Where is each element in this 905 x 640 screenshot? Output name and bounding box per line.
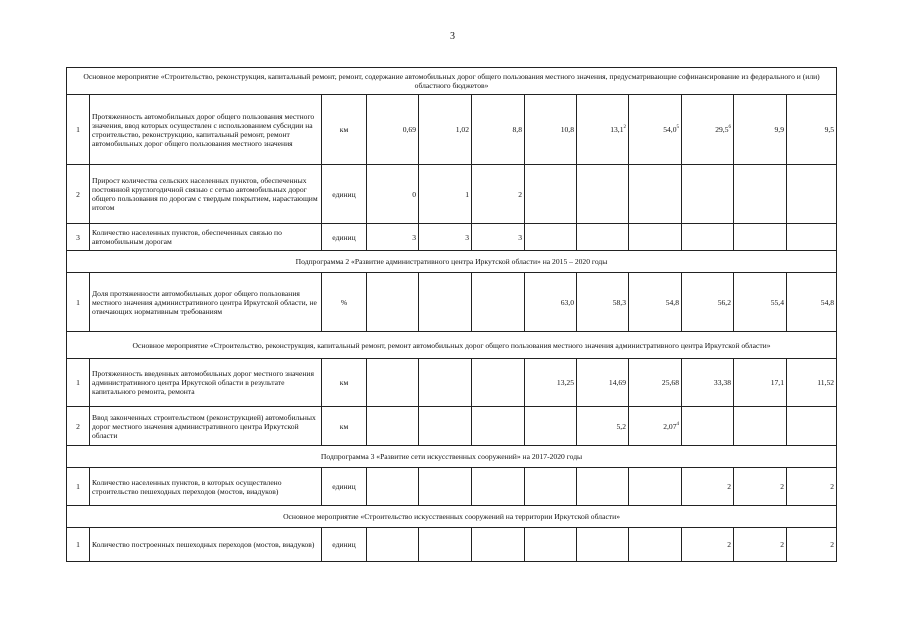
value-cell xyxy=(525,165,577,224)
value-cell: 2,07$^4$ xyxy=(629,407,682,446)
indicator-name: Протяженность введенных автомобильных дорог местного значения административного центра Иркутской области в результате капитального ремонта, ремонта xyxy=(90,359,322,407)
unit-cell: км xyxy=(322,407,367,446)
row-number: 3 xyxy=(67,224,90,251)
value-cell: 2 xyxy=(472,165,525,224)
value-cell: 3 xyxy=(419,224,472,251)
unit-cell: км xyxy=(322,95,367,165)
value-cell xyxy=(419,468,472,506)
value-cell xyxy=(472,528,525,562)
value-cell: 0,69 xyxy=(367,95,419,165)
value-cell: 3 xyxy=(472,224,525,251)
value-cell xyxy=(682,407,734,446)
value-cell xyxy=(472,359,525,407)
value-cell: 17,1 xyxy=(734,359,787,407)
value-cell: 8,8 xyxy=(472,95,525,165)
value-cell xyxy=(787,407,837,446)
table-row xyxy=(67,359,837,407)
value-cell: 33,38 xyxy=(682,359,734,407)
value-cell: 9,5 xyxy=(787,95,837,165)
value-cell xyxy=(629,165,682,224)
value-cell: 2 xyxy=(682,468,734,506)
table-row xyxy=(67,95,837,165)
value-cell xyxy=(734,407,787,446)
section-title: Подпрограмма 2 «Развитие административного центра Иркутской области» на 2015 – 2020 годы xyxy=(67,251,837,273)
value-cell: 13,1$^2$ xyxy=(577,95,629,165)
section-title: Основное мероприятие «Строительство, реконструкция, капитальный ремонт, ремонт, содержание автомобильных дорог общего пользования местного значения, предусматривающие софинансирование из федерального и (или) областного бюджетов» xyxy=(67,68,837,95)
section-title: Подпрограмма 3 «Развитие сети искусственных сооружений» на 2017-2020 годы xyxy=(67,446,837,468)
value-cell: 29,5$^6$ xyxy=(682,95,734,165)
unit-cell: км xyxy=(322,359,367,407)
value-cell: 56,2 xyxy=(682,273,734,332)
value-cell xyxy=(525,407,577,446)
value-cell: 3 xyxy=(367,224,419,251)
value-cell xyxy=(577,224,629,251)
indicator-name: Количество построенных пешеходных переходов (мостов, виадуков) xyxy=(90,528,322,562)
value-cell xyxy=(682,224,734,251)
value-cell: 14,69 xyxy=(577,359,629,407)
unit-cell: единиц xyxy=(322,165,367,224)
indicator-name: Ввод законченных строительством (реконструкцией) автомобильных дорог местного значения административного центра Иркутской области xyxy=(90,407,322,446)
value-cell: 1 xyxy=(419,165,472,224)
value-cell xyxy=(787,224,837,251)
value-cell xyxy=(577,468,629,506)
value-cell xyxy=(525,528,577,562)
value-cell: 13,25 xyxy=(525,359,577,407)
value-cell: 25,68 xyxy=(629,359,682,407)
value-cell: 63,0 xyxy=(525,273,577,332)
row-number: 1 xyxy=(67,359,90,407)
indicator-name: Количество населенных пунктов, в которых осуществлено строительство пешеходных переходов (мостов, виадуков) xyxy=(90,468,322,506)
unit-cell: единиц xyxy=(322,528,367,562)
unit-cell: % xyxy=(322,273,367,332)
section-row xyxy=(67,446,837,468)
table-row xyxy=(67,528,837,562)
value-cell xyxy=(577,528,629,562)
indicator-name: Количество населенных пунктов, обеспеченных связью по автомобильным дорогам xyxy=(90,224,322,251)
value-cell xyxy=(525,224,577,251)
value-cell: 1,02 xyxy=(419,95,472,165)
value-cell xyxy=(629,528,682,562)
value-cell xyxy=(525,468,577,506)
value-cell xyxy=(577,165,629,224)
value-cell xyxy=(367,359,419,407)
value-cell: 0 xyxy=(367,165,419,224)
section-row xyxy=(67,251,837,273)
value-cell: 54,8 xyxy=(787,273,837,332)
value-cell: 58,3 xyxy=(577,273,629,332)
value-cell: 2 xyxy=(787,468,837,506)
value-cell xyxy=(472,273,525,332)
value-cell xyxy=(367,468,419,506)
row-number: 1 xyxy=(67,528,90,562)
value-cell: 2 xyxy=(734,468,787,506)
value-cell: 10,8 xyxy=(525,95,577,165)
row-number: 2 xyxy=(67,407,90,446)
indicators-table xyxy=(66,67,837,562)
row-number: 1 xyxy=(67,273,90,332)
table-row xyxy=(67,165,837,224)
value-cell: 55,4 xyxy=(734,273,787,332)
value-cell xyxy=(787,165,837,224)
unit-cell: единиц xyxy=(322,224,367,251)
table-row xyxy=(67,468,837,506)
value-cell xyxy=(734,165,787,224)
indicator-name: Прирост количества сельских населенных пунктов, обеспеченных постоянной круглогодичной связью с сетью автомобильных дорог общего пользования по дорогам с твердым покрытием, нарастающим итогом xyxy=(90,165,322,224)
section-row xyxy=(67,506,837,528)
indicator-name: Протяженность автомобильных дорог общего пользования местного значения, ввод которых осуществлен с использованием субсидии на строительство, реконструкцию, капитальный ремонт, ремонт автомобильных дорог общего пользования местного значения xyxy=(90,95,322,165)
value-cell xyxy=(472,468,525,506)
value-cell xyxy=(419,359,472,407)
indicator-name: Доля протяженности автомобильных дорог общего пользования местного значения административного центра Иркутской области, не отвечающих нормативным требованиям xyxy=(90,273,322,332)
value-cell xyxy=(419,528,472,562)
table-row xyxy=(67,273,837,332)
value-cell: 2 xyxy=(734,528,787,562)
value-cell: 2 xyxy=(682,528,734,562)
value-cell xyxy=(682,165,734,224)
value-cell: 2 xyxy=(787,528,837,562)
table-row xyxy=(67,407,837,446)
section-row xyxy=(67,332,837,359)
value-cell xyxy=(629,468,682,506)
value-cell xyxy=(419,273,472,332)
row-number: 1 xyxy=(67,95,90,165)
value-cell: 11,52 xyxy=(787,359,837,407)
section-title: Основное мероприятие «Строительство искусственных сооружений на территории Иркутской области» xyxy=(67,506,837,528)
value-cell xyxy=(629,224,682,251)
table-row xyxy=(67,224,837,251)
value-cell: 54,0$^5$ xyxy=(629,95,682,165)
section-title: Основное мероприятие «Строительство, реконструкция, капитальный ремонт, ремонт автомобильных дорог общего пользования местного значения административного центра Иркутской области» xyxy=(67,332,837,359)
value-cell xyxy=(472,407,525,446)
section-row xyxy=(67,68,837,95)
page-number: 3 xyxy=(450,31,455,42)
value-cell: 54,8 xyxy=(629,273,682,332)
value-cell xyxy=(367,528,419,562)
value-cell: 5,2 xyxy=(577,407,629,446)
row-number: 2 xyxy=(67,165,90,224)
row-number: 1 xyxy=(67,468,90,506)
value-cell xyxy=(367,407,419,446)
value-cell xyxy=(419,407,472,446)
value-cell: 9,9 xyxy=(734,95,787,165)
unit-cell: единиц xyxy=(322,468,367,506)
value-cell xyxy=(734,224,787,251)
value-cell xyxy=(367,273,419,332)
